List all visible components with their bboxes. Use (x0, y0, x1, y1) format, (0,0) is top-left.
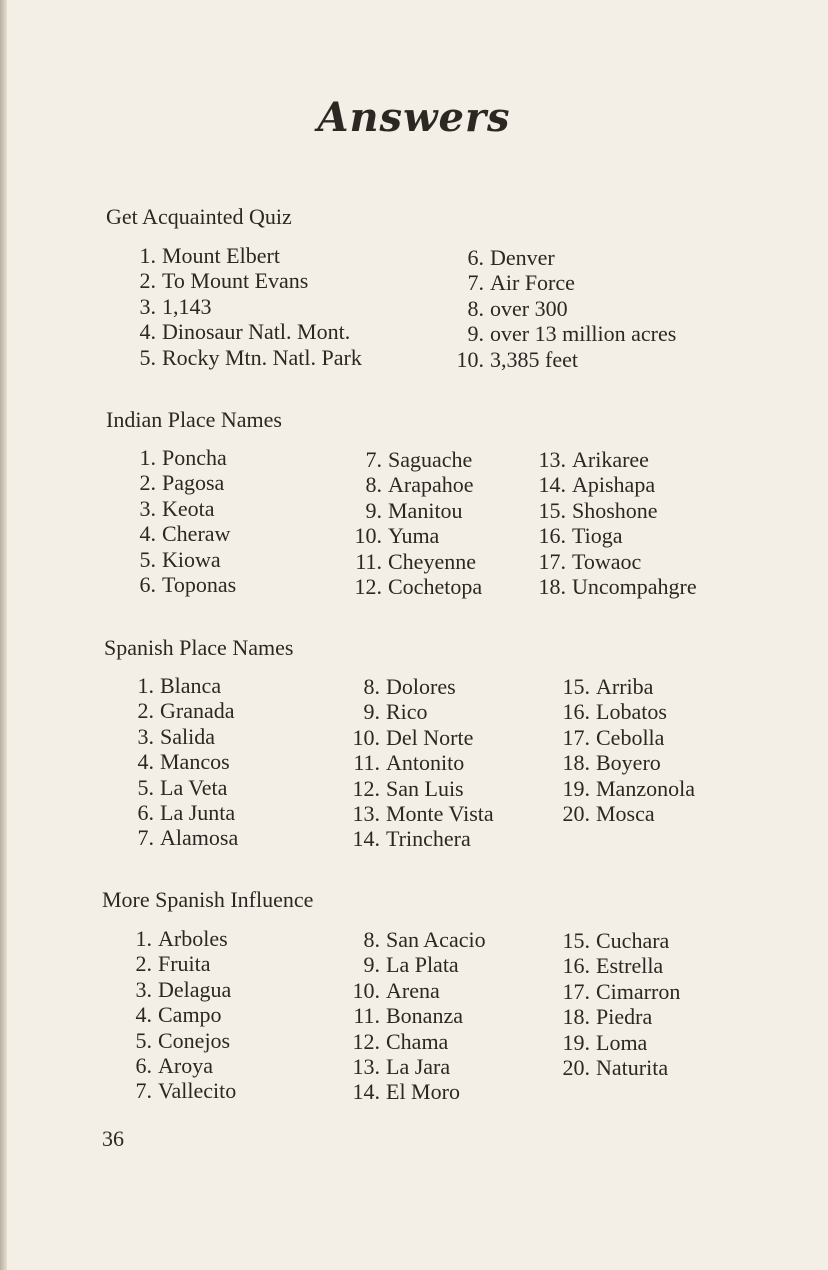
answer-number: 15. (562, 674, 590, 699)
answer-item (344, 699, 494, 724)
answer-number: 7. (137, 825, 154, 851)
answer-number: 19. (562, 775, 590, 801)
answer-item (130, 496, 236, 521)
answer-text: La Plata (386, 952, 459, 978)
answer-text: Pagosa (162, 470, 225, 496)
answer-item (344, 927, 486, 952)
answer-item (344, 776, 494, 801)
answer-column (554, 674, 695, 826)
answer-column (130, 243, 362, 370)
answer-item (130, 572, 236, 597)
answer-text: Vallecito (158, 1078, 237, 1104)
answer-text: Cochetopa (388, 574, 483, 600)
answer-number: 5. (135, 1027, 152, 1053)
answer-item (344, 725, 494, 750)
answer-number: 2. (139, 470, 156, 496)
answer-number: 14. (352, 1079, 380, 1105)
answer-text: Mount Elbert (162, 243, 280, 268)
answer-item (128, 800, 238, 825)
answer-number: 20. (562, 801, 590, 827)
answer-number: 12. (354, 574, 382, 600)
answer-text: Loma (596, 1029, 648, 1055)
answer-number: 10. (456, 346, 484, 372)
answer-item (128, 673, 238, 698)
answer-number: 8. (363, 674, 380, 699)
answer-number: 9. (363, 699, 380, 725)
answer-column (344, 927, 486, 1105)
page-edge (0, 0, 7, 1270)
section-heading-spanish-place-names: Spanish Place Names (104, 635, 294, 660)
answer-number: 1. (137, 673, 154, 698)
answer-column (448, 245, 676, 372)
answer-item (448, 296, 676, 321)
answer-text: Monte Vista (386, 801, 494, 827)
answer-text: Tioga (572, 523, 623, 549)
answer-item (126, 1028, 236, 1053)
answer-column (344, 674, 494, 852)
answer-text: Cheraw (162, 521, 231, 547)
answer-number: 5. (139, 546, 156, 572)
answer-item (344, 750, 494, 775)
answer-number: 9. (365, 497, 382, 523)
answer-number: 7. (135, 1078, 152, 1104)
answer-number: 1. (139, 243, 156, 268)
answer-number: 10. (352, 977, 380, 1003)
answer-text: Mosca (596, 801, 655, 827)
answer-text: Towaoc (572, 548, 642, 574)
answer-item (126, 1053, 236, 1078)
answer-text: 1,143 (162, 293, 212, 319)
answer-item (344, 674, 494, 699)
answer-text: Poncha (162, 445, 227, 470)
answer-text: Arikaree (572, 447, 649, 472)
answer-item (344, 801, 494, 826)
answer-number: 7. (365, 447, 382, 472)
answer-text: La Junta (160, 800, 236, 826)
answer-item (344, 1054, 486, 1079)
answer-item (346, 447, 482, 472)
answer-item (130, 445, 236, 470)
answer-item (554, 979, 680, 1004)
answer-number: 6. (139, 572, 156, 598)
answer-number: 2. (137, 698, 154, 724)
answer-text: El Moro (386, 1079, 460, 1105)
answer-item (554, 953, 680, 978)
answer-number: 8. (365, 472, 382, 498)
answer-number: 3. (135, 976, 152, 1002)
answer-item (346, 549, 482, 574)
answer-text: Chama (386, 1028, 449, 1054)
answer-text: Del Norte (386, 724, 474, 750)
answer-number: 18. (562, 750, 590, 776)
answer-text: Piedra (596, 1004, 653, 1030)
answer-column (346, 447, 482, 599)
answer-text: Dolores (386, 674, 456, 699)
answer-number: 19. (562, 1029, 590, 1055)
answer-item (128, 749, 238, 774)
answer-number: 1. (139, 445, 156, 470)
answer-item (448, 270, 676, 295)
answer-item (126, 1002, 236, 1027)
answer-item (554, 776, 695, 801)
answer-number: 20. (562, 1055, 590, 1081)
answer-item (448, 321, 676, 346)
answer-item (554, 699, 695, 724)
answer-item (126, 951, 236, 976)
answer-item (554, 1004, 680, 1029)
answer-item (346, 498, 482, 523)
answer-item (344, 826, 494, 851)
answer-item (130, 345, 362, 370)
answer-text: San Acacio (386, 927, 486, 952)
answer-text: Fruita (158, 951, 211, 977)
answer-text: Saguache (388, 447, 473, 472)
answer-text: Estrella (596, 953, 664, 979)
answer-text: Trinchera (386, 826, 471, 852)
answer-item (554, 1055, 680, 1080)
answer-text: Rocky Mtn. Natl. Park (162, 344, 362, 370)
answer-item (344, 1003, 486, 1028)
page-title: Answers (317, 94, 511, 141)
answer-text: Campo (158, 1002, 222, 1028)
answer-number: 18. (562, 1004, 590, 1030)
answer-text: Boyero (596, 750, 661, 776)
answer-number: 5. (139, 344, 156, 370)
answer-text: Cebolla (596, 724, 665, 750)
answer-item (344, 978, 486, 1003)
section-heading-indian-place-names: Indian Place Names (106, 407, 282, 432)
answer-text: Arapahoe (388, 472, 474, 498)
answer-number: 4. (139, 521, 156, 547)
answer-number: 9. (363, 952, 380, 978)
answer-number: 1. (135, 926, 152, 951)
answer-number: 3. (137, 723, 154, 749)
page-number: 36 (102, 1126, 124, 1151)
answer-text: Antonito (386, 750, 465, 776)
answer-number: 4. (139, 319, 156, 345)
answer-text: La Veta (160, 774, 228, 800)
answer-number: 16. (562, 953, 590, 979)
answer-number: 6. (135, 1053, 152, 1079)
answer-number: 17. (538, 548, 566, 574)
answer-item (554, 801, 695, 826)
answer-item (128, 775, 238, 800)
answer-text: Air Force (490, 270, 575, 296)
answer-number: 5. (137, 774, 154, 800)
answer-item (128, 724, 238, 749)
answer-text: Manzonola (596, 775, 695, 801)
answer-item (554, 928, 680, 953)
answer-text: Yuma (388, 523, 440, 549)
answer-number: 12. (352, 1028, 380, 1054)
answer-item (346, 523, 482, 548)
answer-number: 13. (352, 1054, 380, 1080)
answer-number: 4. (135, 1002, 152, 1028)
answer-text: over 300 (490, 295, 568, 321)
answer-number: 2. (135, 951, 152, 977)
answer-text: To Mount Evans (162, 268, 309, 294)
answer-item (554, 1030, 680, 1055)
answer-number: 11. (355, 548, 382, 574)
answer-text: Arriba (596, 674, 654, 699)
answer-number: 9. (467, 321, 484, 347)
answer-number: 11. (353, 750, 380, 776)
answer-number: 10. (352, 724, 380, 750)
answer-text: Cuchara (596, 928, 670, 953)
answer-text: Granada (160, 698, 235, 724)
answer-item (344, 1029, 486, 1054)
answer-number: 8. (467, 295, 484, 321)
answer-text: Naturita (596, 1055, 669, 1081)
answer-text: San Luis (386, 775, 464, 801)
answer-column (554, 928, 680, 1080)
answer-number: 7. (467, 270, 484, 296)
section-heading-get-acquainted-quiz: Get Acquainted Quiz (106, 204, 292, 229)
answer-number: 4. (137, 749, 154, 775)
answer-item (130, 243, 362, 268)
answer-number: 15. (538, 497, 566, 523)
answer-item (130, 521, 236, 546)
answer-text: Shoshone (572, 497, 658, 523)
answer-item (530, 574, 697, 599)
answer-column (126, 926, 236, 1104)
answer-item (554, 674, 695, 699)
answer-text: Lobatos (596, 699, 667, 725)
answer-text: over 13 million acres (490, 321, 677, 347)
answer-text: Rico (386, 699, 428, 725)
answer-item (530, 549, 697, 574)
answer-item (128, 698, 238, 723)
answer-item (130, 470, 236, 495)
answer-number: 10. (354, 523, 382, 549)
answer-number: 14. (538, 472, 566, 498)
answer-text: Cimarron (596, 978, 681, 1004)
answer-item (128, 825, 238, 850)
answer-item (130, 547, 236, 572)
answer-text: Salida (160, 723, 215, 749)
answer-text: Mancos (160, 749, 230, 775)
section-heading-more-spanish-influence: More Spanish Influence (102, 887, 314, 912)
answer-text: Alamosa (160, 825, 239, 851)
answer-text: Dinosaur Natl. Mont. (162, 319, 351, 345)
answer-number: 3. (139, 293, 156, 319)
answer-item (554, 725, 695, 750)
answer-item (530, 523, 697, 548)
answer-item (126, 926, 236, 951)
answer-text: Arena (386, 977, 440, 1003)
answer-number: 11. (353, 1003, 380, 1029)
answer-number: 8. (363, 927, 380, 952)
answer-text: Aroya (158, 1053, 213, 1079)
answer-text: Manitou (388, 497, 463, 523)
answer-item (130, 319, 362, 344)
answer-text: Cheyenne (388, 548, 476, 574)
answer-number: 16. (538, 523, 566, 549)
answer-number: 13. (352, 801, 380, 827)
answer-item (130, 294, 362, 319)
answer-text: Apishapa (572, 472, 656, 498)
answer-text: Conejos (158, 1027, 231, 1053)
answer-text: Toponas (162, 572, 237, 598)
answer-text: Arboles (158, 926, 228, 951)
answer-text: Delagua (158, 976, 232, 1002)
answer-text: Denver (490, 245, 555, 270)
answer-item (126, 1078, 236, 1103)
answer-item (448, 347, 676, 372)
answer-text: Uncompahgre (572, 574, 697, 600)
answer-number: 18. (538, 574, 566, 600)
answer-text: La Jara (386, 1054, 451, 1080)
answer-number: 17. (562, 724, 590, 750)
answer-item (130, 268, 362, 293)
answer-item (530, 498, 697, 523)
answer-text: Keota (162, 495, 215, 521)
answer-item (346, 574, 482, 599)
answer-number: 6. (137, 800, 154, 826)
answer-number: 13. (538, 447, 566, 472)
answer-item (554, 750, 695, 775)
answer-item (530, 447, 697, 472)
answer-item (448, 245, 676, 270)
answer-text: Kiowa (162, 546, 221, 572)
answer-item (344, 952, 486, 977)
answer-item (346, 472, 482, 497)
answer-number: 3. (139, 495, 156, 521)
answer-column (130, 445, 236, 597)
answer-text: 3,385 feet (490, 346, 578, 372)
answer-number: 12. (352, 775, 380, 801)
answer-number: 6. (467, 245, 484, 270)
answer-item (530, 472, 697, 497)
answer-item (344, 1079, 486, 1104)
answer-number: 16. (562, 699, 590, 725)
answer-column (128, 673, 238, 851)
answer-item (126, 977, 236, 1002)
answer-number: 17. (562, 978, 590, 1004)
answer-number: 15. (562, 928, 590, 953)
answer-column (530, 447, 697, 599)
answer-number: 14. (352, 826, 380, 852)
answer-text: Blanca (160, 673, 222, 698)
answer-number: 2. (139, 268, 156, 294)
answer-text: Bonanza (386, 1003, 463, 1029)
